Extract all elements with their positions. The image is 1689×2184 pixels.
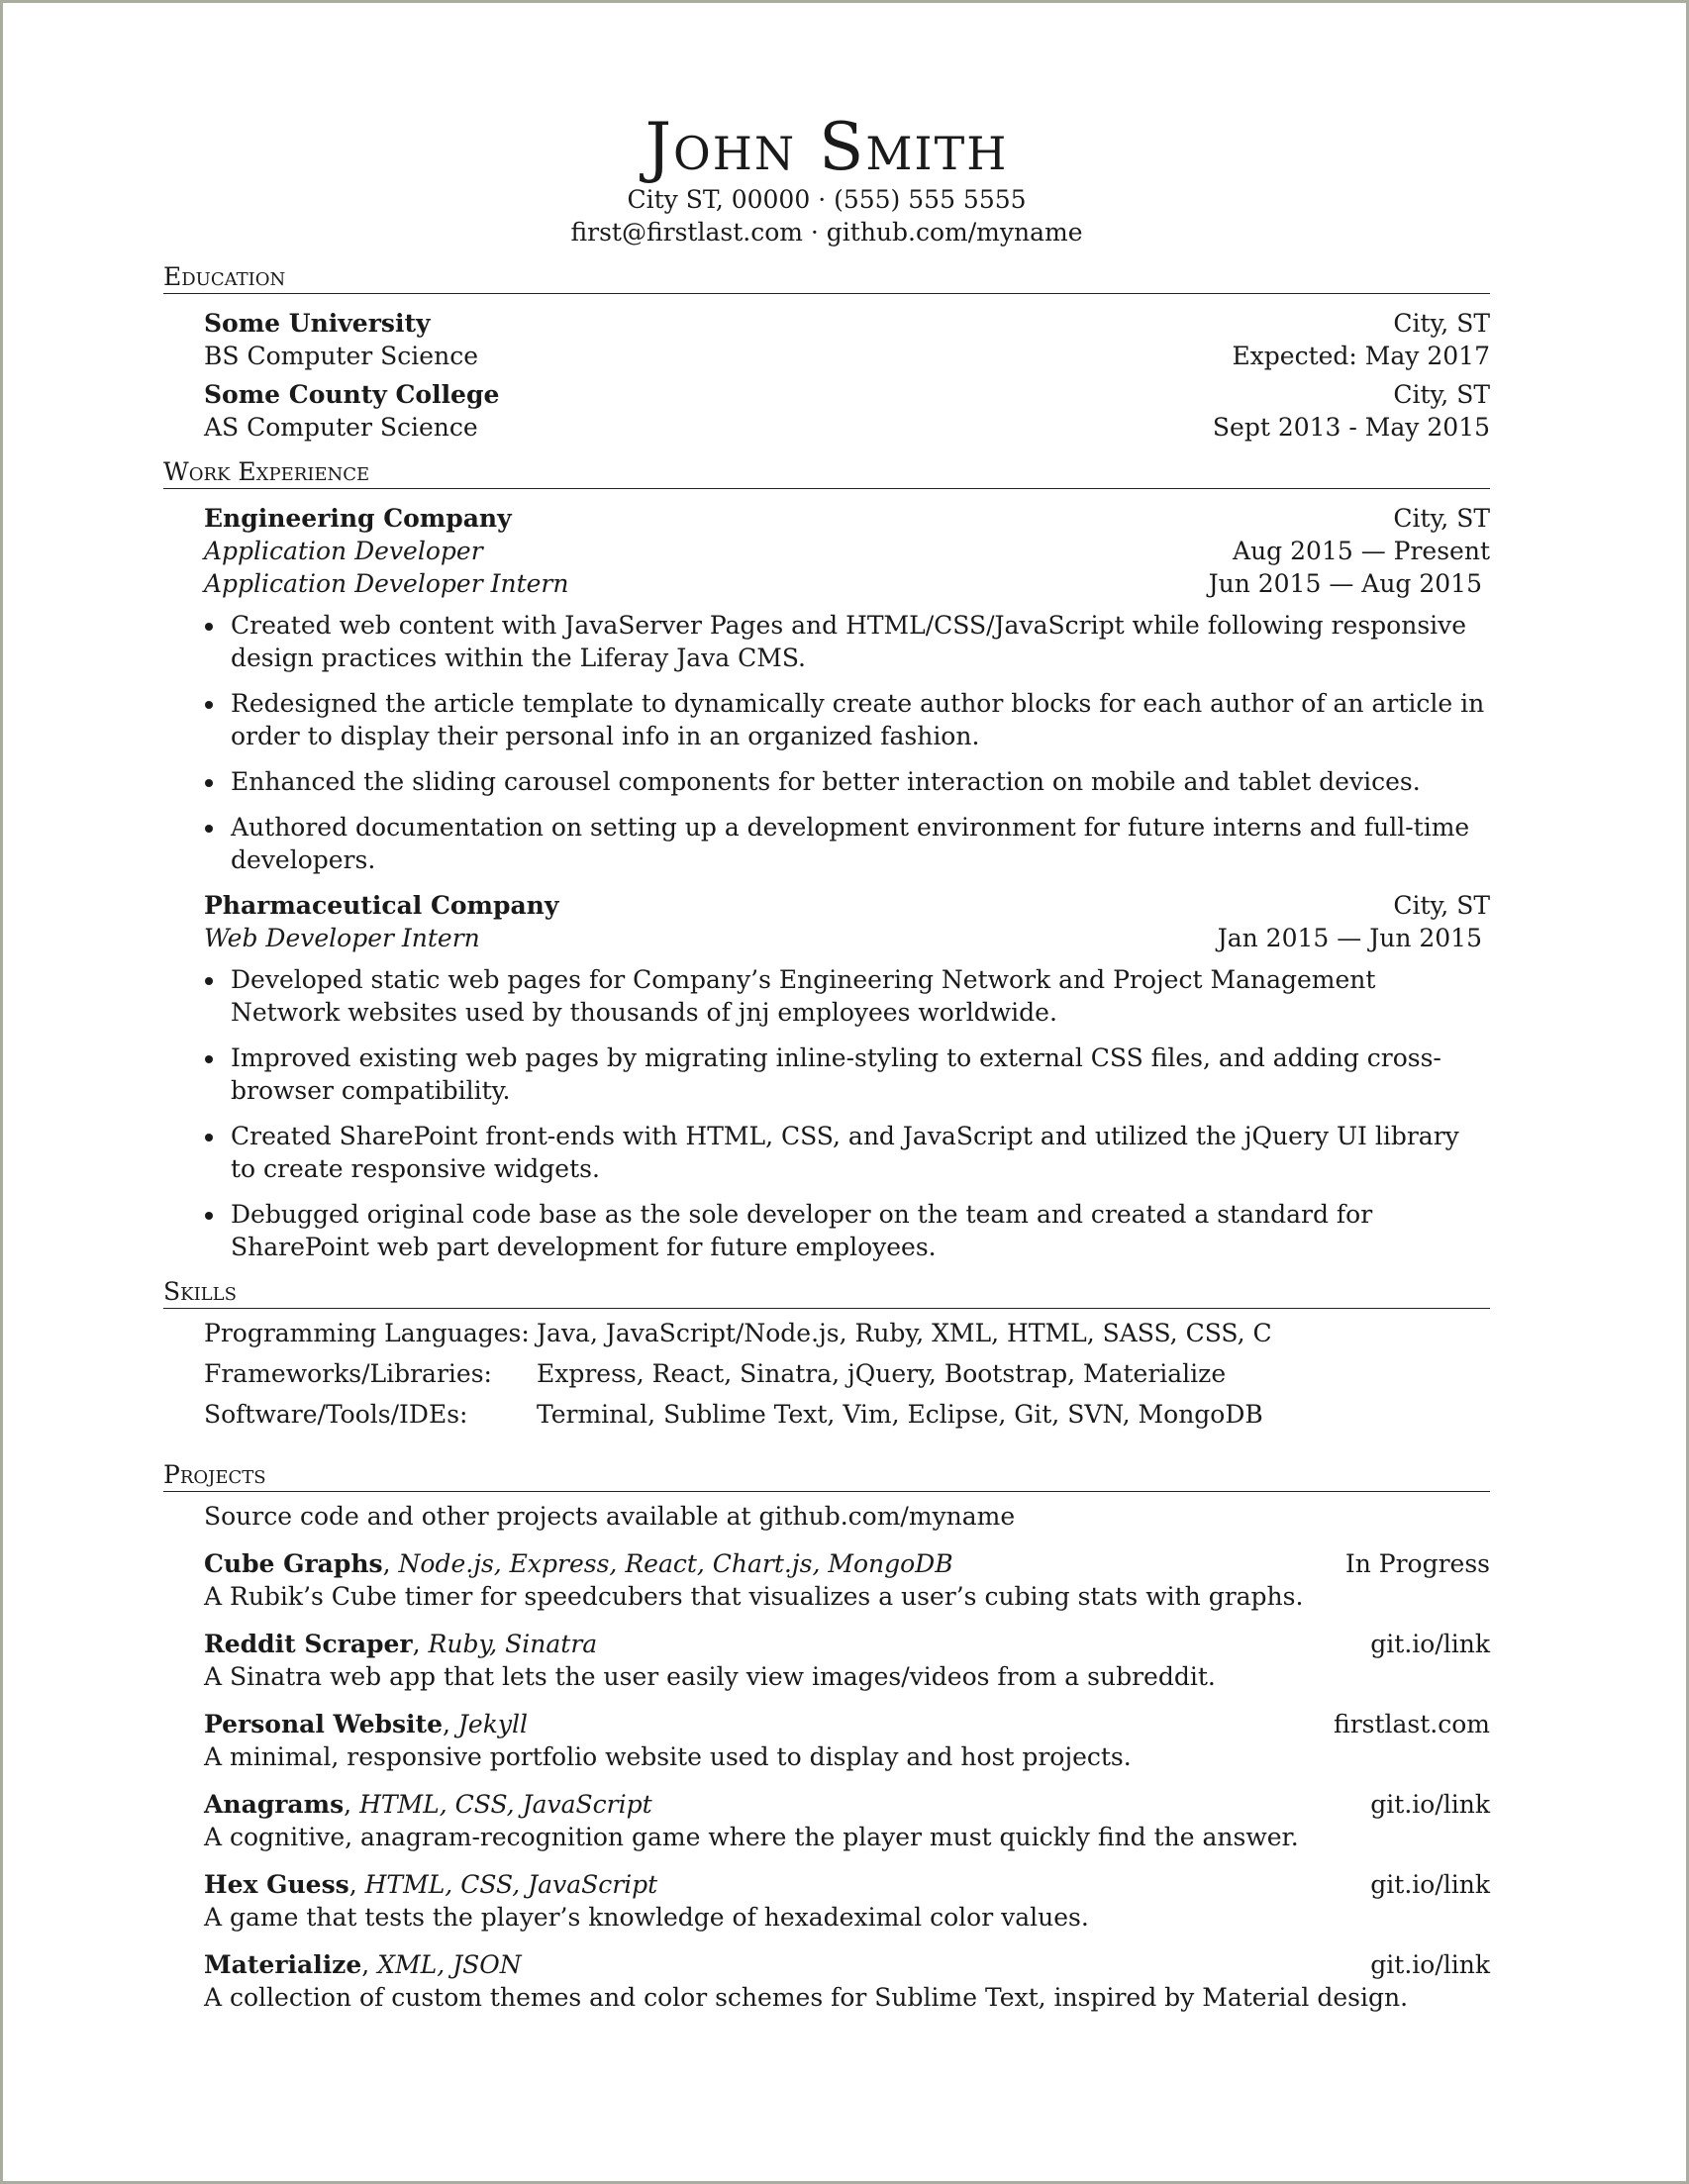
project-tech: HTML, CSS, JavaScript: [359, 1790, 652, 1819]
degree: AS Computer Science: [204, 413, 478, 442]
project-name: Reddit Scraper: [204, 1630, 413, 1658]
bullet-item: Enhanced the sliding carousel components for better interaction on mobile and tablet devices.: [231, 765, 1490, 798]
projects-intro: Source code and other projects available at github.com/myname: [204, 1502, 1016, 1531]
role-date: Jun 2015 — Aug 2015: [1208, 569, 1482, 598]
skill-value: Express, React, Sinatra, jQuery, Bootstrap, Materialize: [537, 1359, 1227, 1388]
project-separator: ,: [344, 1790, 360, 1819]
job-bullets: [163, 963, 1490, 1263]
role-title: Application Developer: [204, 537, 483, 565]
project-tech: Jekyll: [457, 1710, 528, 1738]
project-entry: [204, 1547, 1490, 1613]
skill-value: Java, JavaScript/Node.js, Ruby, XML, HTML, SASS, CSS, C: [537, 1319, 1272, 1347]
section-title-skills: Skills: [163, 1277, 1490, 1309]
section-title-work: Work Experience: [163, 457, 1490, 489]
bullet-item: Created web content with JavaServer Pages and HTML/CSS/JavaScript while following responsive design practices within the Liferay Java CMS.: [231, 609, 1490, 674]
project-name: Cube Graphs: [204, 1549, 383, 1578]
bullet-item: Authored documentation on setting up a development environment for future interns and full-time developers.: [231, 811, 1490, 876]
education-date: Expected: May 2017: [1232, 342, 1490, 370]
skill-label: Frameworks/Libraries:: [204, 1359, 492, 1388]
role-title: Application Developer Intern: [204, 569, 569, 598]
project-link: git.io/link: [1370, 1950, 1490, 1979]
school-name: Some University: [204, 309, 431, 338]
bullet-item: Developed static web pages for Company’s Engineering Network and Project Management Network websites used by thousands of jnj employees worldwide.: [231, 963, 1490, 1029]
name-heading: John Smith: [645, 109, 1009, 185]
job-entry: [204, 502, 1490, 600]
education-entry: [204, 378, 1490, 444]
project-separator: ,: [412, 1630, 429, 1658]
company-location: City, ST: [1393, 504, 1490, 533]
job-bullets: [163, 609, 1490, 876]
section-title-education: Education: [163, 262, 1490, 294]
job-entry: [204, 889, 1490, 954]
resume-page: [3, 3, 1686, 2181]
work-section-2: [163, 889, 1490, 954]
project-link: firstlast.com: [1334, 1710, 1490, 1738]
project-tech: HTML, CSS, JavaScript: [364, 1870, 658, 1899]
role-date: Jan 2015 — Jun 2015: [1217, 924, 1482, 952]
project-description: A minimal, responsive portfolio website used to display and host projects.: [204, 1742, 1132, 1771]
project-separator: ,: [382, 1549, 399, 1578]
company-name: Pharmaceutical Company: [204, 891, 559, 920]
project-tech: Node.js, Express, React, Chart.js, MongoDB: [398, 1549, 953, 1578]
project-entry: [204, 1788, 1490, 1853]
degree: BS Computer Science: [204, 342, 478, 370]
company-name: Engineering Company: [204, 504, 512, 533]
project-description: A game that tests the player’s knowledge of hexadeximal color values.: [204, 1903, 1089, 1932]
school-location: City, ST: [1393, 380, 1490, 409]
project-link: git.io/link: [1370, 1870, 1490, 1899]
bullet-item: Improved existing web pages by migrating inline-styling to external CSS files, and adding cross-browser compatibility.: [231, 1042, 1490, 1107]
project-tech: Ruby, Sinatra: [428, 1630, 598, 1658]
project-link: git.io/link: [1370, 1790, 1490, 1819]
skill-value: Terminal, Sublime Text, Vim, Eclipse, Git, SVN, MongoDB: [537, 1400, 1263, 1429]
skill-label: Programming Languages:: [204, 1319, 530, 1347]
projects-section: [163, 1500, 1490, 2014]
skill-label: Software/Tools/IDEs:: [204, 1400, 468, 1429]
project-separator: ,: [442, 1710, 458, 1738]
project-tech: XML, JSON: [377, 1950, 522, 1979]
contact-line-links: first@firstlast.com · github.com/myname: [570, 218, 1083, 247]
resume-header: [163, 109, 1490, 248]
school-name: Some County College: [204, 380, 500, 409]
project-description: A Sinatra web app that lets the user easily view images/videos from a subreddit.: [204, 1662, 1216, 1691]
skill-row: [204, 1398, 1490, 1439]
role-title: Web Developer Intern: [204, 924, 480, 952]
education-date: Sept 2013 - May 2015: [1212, 413, 1490, 442]
skills-section: [163, 1317, 1490, 1439]
bullet-item: Redesigned the article template to dynamically create author blocks for each author of an article in order to display their personal info in an organized fashion.: [231, 687, 1490, 752]
role-date: Aug 2015 — Present: [1233, 537, 1490, 565]
resume-content: [163, 109, 1490, 2014]
project-name: Materialize: [204, 1950, 362, 1979]
project-separator: ,: [361, 1950, 378, 1979]
project-name: Personal Website: [204, 1710, 443, 1738]
school-location: City, ST: [1393, 309, 1490, 338]
project-description: A Rubik’s Cube timer for speedcubers that visualizes a user’s cubing stats with graphs.: [204, 1582, 1304, 1611]
skill-row: [204, 1357, 1490, 1398]
section-title-projects: Projects: [163, 1460, 1490, 1492]
project-description: A cognitive, anagram-recognition game where the player must quickly find the answer.: [204, 1823, 1299, 1851]
project-separator: ,: [348, 1870, 365, 1899]
project-entry: [204, 1868, 1490, 1934]
project-link: In Progress: [1344, 1549, 1490, 1578]
project-name: Anagrams: [204, 1790, 345, 1819]
contact-line-address: City ST, 00000 · (555) 555 5555: [627, 185, 1027, 214]
company-location: City, ST: [1393, 891, 1490, 920]
project-description: A collection of custom themes and color schemes for Sublime Text, inspired by Material design.: [204, 1983, 1409, 2012]
project-entry: [204, 1948, 1490, 2014]
project-name: Hex Guess: [204, 1870, 349, 1899]
bullet-item: Created SharePoint front-ends with HTML, CSS, and JavaScript and utilized the jQuery UI library to create responsive widgets.: [231, 1120, 1490, 1185]
education-entry: [204, 307, 1490, 372]
project-link: git.io/link: [1370, 1630, 1490, 1658]
bullet-item: Debugged original code base as the sole developer on the team and created a standard for SharePoint web part development for future employees.: [231, 1198, 1490, 1263]
work-section: [163, 502, 1490, 600]
project-entry: [204, 1628, 1490, 1693]
project-entry: [204, 1708, 1490, 1773]
skill-row: [204, 1317, 1490, 1357]
education-section: [163, 307, 1490, 444]
